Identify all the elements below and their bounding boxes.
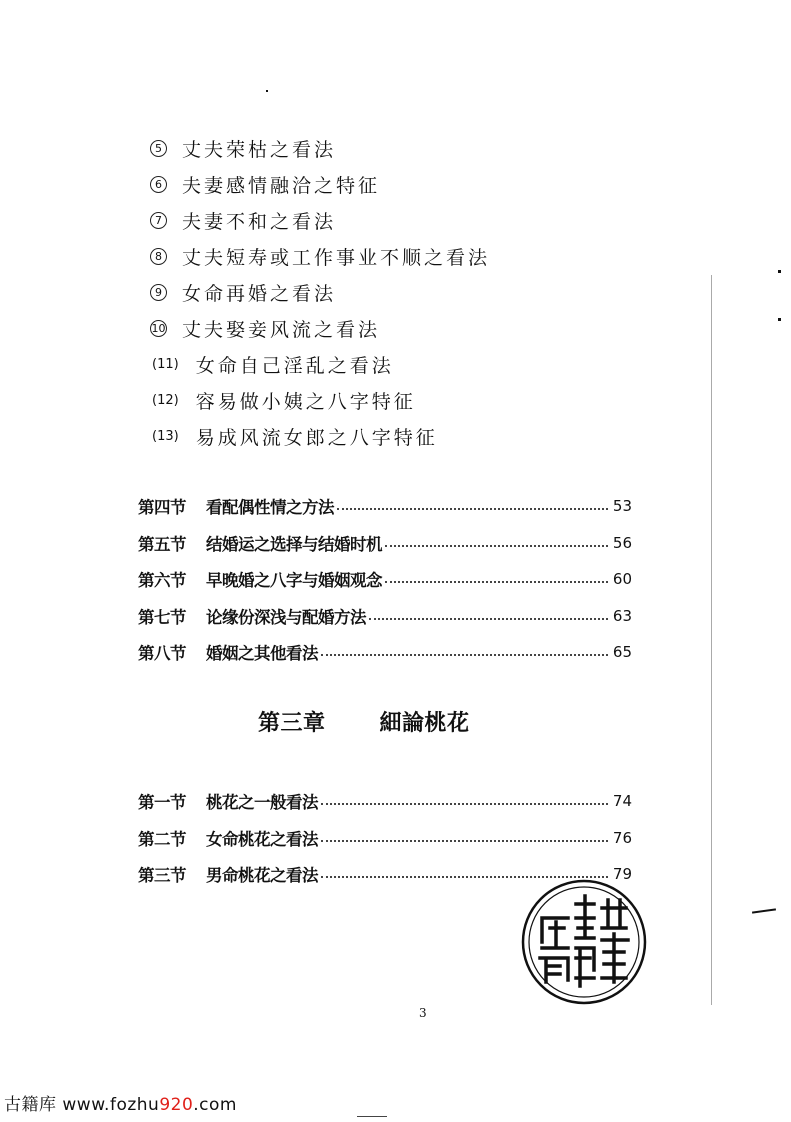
section-label: 第一节 — [138, 793, 186, 813]
subsection-item — [150, 166, 490, 202]
subsection-item — [150, 274, 490, 310]
section-title: 桃花之一般看法 — [206, 793, 318, 813]
circular-stamp-icon — [520, 878, 648, 1006]
section-title: 结婚运之选择与结婚时机 — [206, 534, 382, 554]
circled-number: 5 — [150, 140, 167, 157]
subsection-title: 易成风流女郎之八字特征 — [195, 426, 438, 449]
parenthesized-number: ( 13 ) — [152, 428, 179, 444]
chapter-number: 第三章 — [258, 711, 326, 736]
section-label: 第二节 — [138, 829, 186, 849]
section-title: 早晚婚之八字与婚姻观念 — [206, 571, 382, 591]
subsection-item — [150, 382, 490, 418]
chapter-heading — [258, 706, 470, 737]
subsection-item — [150, 310, 490, 346]
section-title: 女命桃花之看法 — [206, 829, 318, 849]
scan-mark — [266, 90, 268, 92]
page-ref: 74 — [612, 792, 632, 811]
subsection-item — [150, 130, 490, 166]
parenthesized-number: ( 12 ) — [152, 392, 179, 408]
page-ref: 65 — [612, 643, 632, 662]
subsection-title: 女命自己淫乱之看法 — [195, 354, 394, 377]
page-ref: 56 — [612, 533, 632, 552]
bottom-rule — [357, 1116, 387, 1117]
subsection-title: 丈夫荣枯之看法 — [182, 138, 337, 161]
subsection-item — [150, 346, 490, 382]
subsection-list — [150, 130, 490, 454]
subsection-title: 夫妻不和之看法 — [182, 210, 337, 233]
toc-section-list — [138, 488, 632, 671]
scan-margin-line — [711, 275, 712, 1005]
subsection-item — [150, 238, 490, 274]
scan-mark — [778, 270, 781, 273]
section-label: 第四节 — [138, 498, 186, 518]
page-ref: 53 — [612, 497, 632, 516]
subsection-title: 丈夫娶妾风流之看法 — [182, 318, 381, 341]
section-title: 看配偶性情之方法 — [206, 498, 334, 518]
chapter-title: 細論桃花 — [379, 711, 470, 736]
subsection-title: 夫妻感情融洽之特征 — [182, 174, 381, 197]
subsection-title: 丈夫短寿或工作事业不顺之看法 — [182, 246, 491, 269]
page-number: 3 — [419, 1006, 427, 1020]
circled-number: 10 — [151, 321, 166, 335]
section-label: 第八节 — [138, 644, 186, 664]
section-label: 第三节 — [138, 866, 186, 886]
toc-entry[interactable] — [138, 525, 632, 562]
dot-leader — [321, 840, 608, 842]
circled-number: 8 — [150, 248, 167, 265]
toc-entry[interactable] — [138, 783, 632, 820]
dot-leader — [321, 803, 608, 805]
subsection-item — [150, 418, 490, 454]
section-label: 第七节 — [138, 607, 186, 627]
circled-number: 6 — [150, 176, 167, 193]
dot-leader — [385, 581, 608, 583]
subsection-title: 女命再婚之看法 — [182, 282, 337, 305]
dot-leader — [369, 618, 608, 620]
scan-mark — [752, 908, 776, 913]
dot-leader — [321, 654, 608, 656]
subsection-title: 容易做小姨之八字特征 — [195, 390, 416, 413]
toc-entry[interactable] — [138, 820, 632, 857]
section-title: 论缘份深浅与配婚方法 — [206, 607, 366, 627]
subsection-item — [150, 202, 490, 238]
section-label: 第五节 — [138, 534, 186, 554]
page-ref: 76 — [612, 828, 632, 847]
scan-mark — [778, 318, 781, 321]
dot-leader — [385, 545, 608, 547]
section-label: 第六节 — [138, 571, 186, 591]
section-title: 男命桃花之看法 — [206, 866, 318, 886]
toc-entry[interactable] — [138, 488, 632, 525]
parenthesized-number: ( 11 ) — [152, 356, 179, 372]
page-ref: 79 — [612, 865, 632, 884]
watermark-footer: 古籍库 www.fozhu920.com — [4, 1095, 237, 1115]
toc-entry[interactable] — [138, 561, 632, 598]
circled-number: 7 — [150, 212, 167, 229]
circled-number: 9 — [150, 284, 167, 301]
toc-entry[interactable] — [138, 598, 632, 635]
section-title: 婚姻之其他看法 — [206, 644, 318, 664]
page-ref: 63 — [612, 606, 632, 625]
toc-entry[interactable] — [138, 634, 632, 671]
dot-leader — [337, 508, 608, 510]
toc-section-list — [138, 783, 632, 893]
page-ref: 60 — [612, 570, 632, 589]
